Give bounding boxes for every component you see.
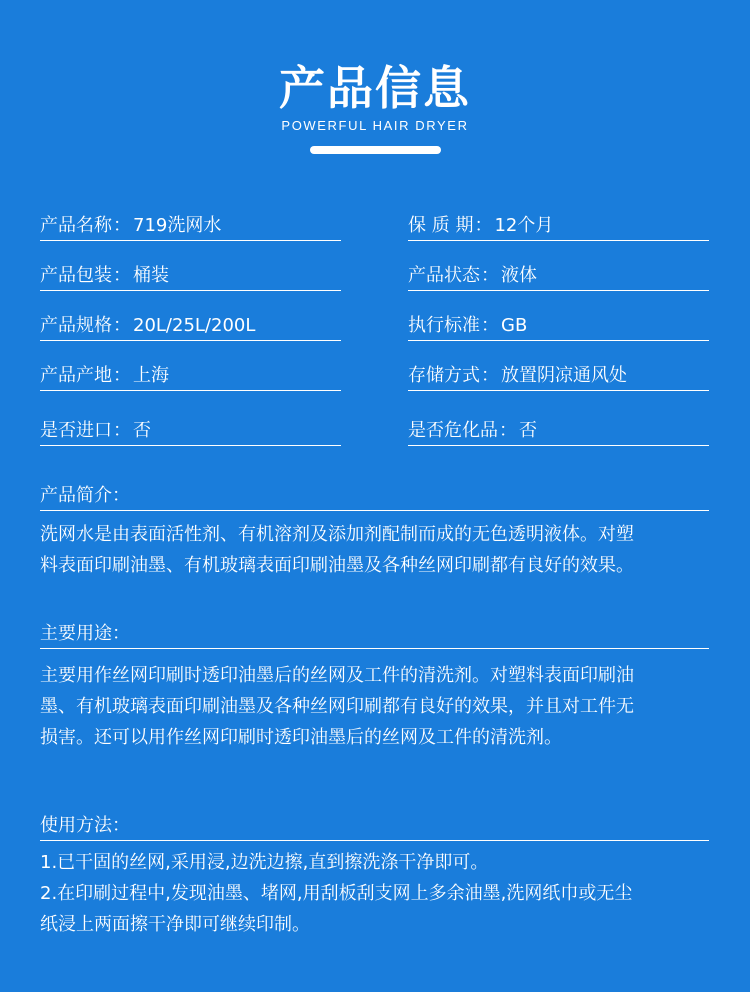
intro-heading: 产品简介： (40, 484, 709, 511)
text-line: 纸浸上两面擦干净即可继续印制。 (40, 914, 310, 935)
text-line: 2.在印刷过程中,发现油墨、堵网,用刮板刮支网上多余油墨,洗网纸巾或无尘 (40, 883, 633, 904)
field-label: 产品状态 (408, 265, 480, 286)
field-value: 桶装 (133, 265, 169, 286)
field-origin: 产品产地： 上海 (40, 364, 341, 391)
field-state: 产品状态： 液体 (408, 264, 709, 291)
field-value: 719洗网水 (133, 215, 222, 236)
field-standard: 执行标准： GB (408, 314, 709, 341)
field-label: 是否进口 (40, 420, 112, 441)
header (0, 0, 750, 170)
field-label: 执行标准 (408, 315, 480, 336)
text-line: 墨、有机玻璃表面印刷油墨及各种丝网印刷都有良好的效果，并且对工件无 (40, 696, 634, 717)
field-imported: 是否进口： 否 (40, 419, 341, 446)
field-label: 产品规格 (40, 315, 112, 336)
field-value: 否 (519, 420, 537, 441)
intro-paragraph (40, 519, 712, 581)
field-label: 产品产地 (40, 365, 112, 386)
field-shelf-life: 保 质 期： 12个月 (408, 214, 709, 241)
field-label: 保 质 期 (408, 215, 474, 236)
field-specification: 产品规格： 20L/25L/200L (40, 314, 341, 341)
field-value: 液体 (501, 265, 537, 286)
field-packaging: 产品包装： 桶装 (40, 264, 341, 291)
field-value: 20L/25L/200L (133, 315, 256, 336)
field-hazardous: 是否危化品： 否 (408, 419, 709, 446)
method-paragraph (40, 847, 712, 940)
text-line: 料表面印刷油墨、有机玻璃表面印刷油墨及各种丝网印刷都有良好的效果。 (40, 555, 634, 576)
field-value: 12个月 (494, 215, 554, 236)
page-subtitle: POWERFUL HAIR DRYER (281, 118, 469, 133)
field-product-name: 产品名称： 719洗网水 (40, 214, 341, 241)
method-heading: 使用方法： (40, 814, 709, 841)
field-label: 是否危化品 (408, 420, 498, 441)
text-line: 主要用作丝网印刷时透印油墨后的丝网及工件的清洗剂。对塑料表面印刷油 (40, 665, 634, 686)
title-underline-bar (310, 146, 441, 154)
field-value: 上海 (133, 365, 169, 386)
field-value: 否 (133, 420, 151, 441)
usage-heading: 主要用途： (40, 622, 709, 649)
text-line: 1.已干固的丝网,采用浸,边洗边擦,直到擦洗涤干净即可。 (40, 852, 489, 873)
page-title: 产品信息 (279, 61, 471, 115)
field-storage: 存储方式： 放置阴凉通风处 (408, 364, 709, 391)
text-line: 洗网水是由表面活性剂、有机溶剂及添加剂配制而成的无色透明液体。对塑 (40, 524, 634, 545)
usage-paragraph (40, 660, 712, 753)
field-value: GB (501, 315, 528, 336)
field-label: 产品名称 (40, 215, 112, 236)
field-value: 放置阴凉通风处 (501, 365, 627, 386)
field-label: 产品包装 (40, 265, 112, 286)
field-label: 存储方式 (408, 365, 480, 386)
text-line: 损害。还可以用作丝网印刷时透印油墨后的丝网及工件的清洗剂。 (40, 727, 562, 748)
